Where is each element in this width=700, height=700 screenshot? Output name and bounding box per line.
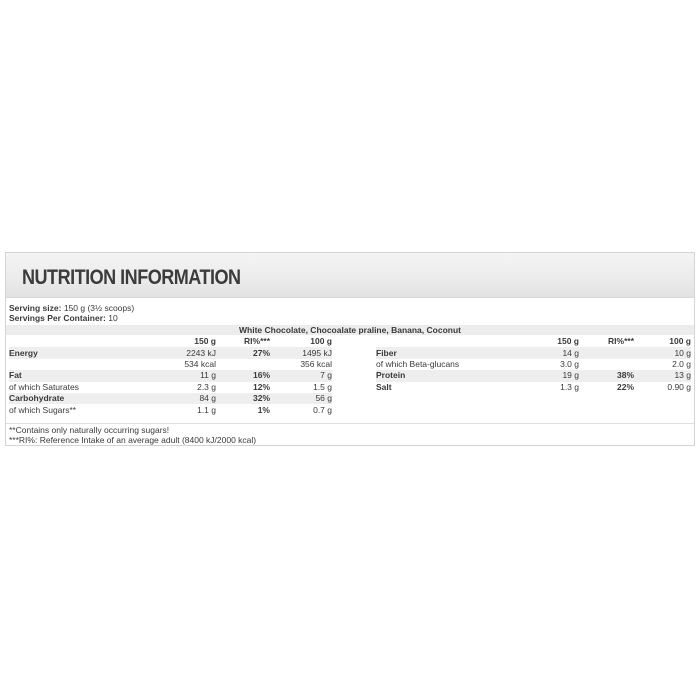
page-title: NUTRITION INFORMATION — [22, 266, 241, 289]
row-label: Fiber — [376, 347, 498, 358]
value-100g: 1495 kJ — [270, 347, 332, 358]
row-label: Carbohydrate — [9, 393, 137, 404]
table-row — [376, 359, 691, 370]
header-cell: 150 g — [194, 336, 216, 347]
value-100g: 56 g — [270, 393, 332, 404]
footer-divider — [6, 423, 694, 424]
table-row — [9, 347, 332, 358]
value-150g: 2.3 g — [197, 381, 216, 392]
header-cell: RI%*** — [244, 336, 270, 347]
row-label: of which Saturates — [9, 381, 79, 392]
table-header-row — [9, 336, 332, 347]
table-row — [9, 359, 332, 370]
flavour-banner: White Chocolate, Chocoalate praline, Banana, Coconut — [6, 325, 694, 335]
header-cell — [376, 336, 498, 347]
table-row — [376, 347, 691, 358]
header-cell: 100 g — [310, 336, 332, 347]
ri-percent — [579, 359, 634, 370]
header-cell: RI%*** — [608, 336, 634, 347]
servings-per-container-label: Servings Per Container: — [9, 313, 106, 323]
value-100g: 2.0 g — [672, 358, 691, 369]
footnote-sugars: **Contains only naturally occurring sugars! — [9, 425, 170, 435]
row-label: of which Beta-glucans — [376, 358, 460, 369]
ri-percent: 16% — [216, 370, 270, 381]
ri-percent: 22% — [616, 381, 634, 392]
value-150g: 14 g — [498, 347, 579, 358]
serving-size-value: 150 g (3½ scoops) — [63, 303, 135, 313]
row-label: Energy — [9, 347, 137, 358]
value-150g: 1.1 g — [197, 404, 216, 415]
ri-percent: 32% — [216, 393, 270, 404]
table-row — [9, 393, 332, 404]
table-row — [9, 404, 332, 415]
ri-percent: 12% — [252, 381, 270, 392]
footnote-ri: ***RI%: Reference Intake of an average adult (8400 kJ/2000 kcal) — [9, 435, 257, 445]
value-150g: 19 g — [498, 370, 579, 381]
table-row — [376, 382, 691, 393]
ri-percent: 38% — [579, 370, 634, 381]
value-100g: 0.7 g — [313, 404, 332, 415]
value-150g: 84 g — [137, 393, 216, 404]
nutrition-table-right — [376, 336, 691, 393]
header-cell — [9, 336, 137, 347]
value-150g: 11 g — [137, 370, 216, 381]
row-label — [9, 359, 137, 370]
ri-percent: 27% — [216, 347, 270, 358]
row-label: Salt — [376, 381, 392, 392]
nutrition-panel — [5, 252, 695, 446]
table-row — [9, 370, 332, 381]
value-100g: 1.5 g — [313, 381, 332, 392]
servings-per-container-line — [9, 313, 118, 324]
value-100g: 10 g — [634, 347, 691, 358]
panel-header — [6, 253, 694, 298]
nutrition-table-left — [9, 336, 332, 416]
value-100g: 7 g — [270, 370, 332, 381]
value-100g: 13 g — [634, 370, 691, 381]
servings-per-container-value: 10 — [108, 313, 118, 323]
value-100g: 0.90 g — [667, 381, 691, 392]
value-150g: 3.0 g — [560, 358, 579, 369]
ri-percent — [216, 359, 270, 370]
value-150g: 534 kcal — [184, 358, 216, 369]
header-cell: 100 g — [669, 336, 691, 347]
serving-size-label: Serving size: — [9, 303, 62, 313]
row-label: of which Sugars** — [9, 404, 77, 415]
ri-percent — [579, 347, 634, 358]
table-row — [9, 382, 332, 393]
row-label: Protein — [376, 370, 498, 381]
value-100g: 356 kcal — [300, 358, 332, 369]
value-150g: 1.3 g — [560, 381, 579, 392]
row-label: Fat — [9, 370, 137, 381]
ri-percent: 1% — [257, 404, 270, 415]
header-cell: 150 g — [557, 336, 579, 347]
value-150g: 2243 kJ — [137, 347, 216, 358]
table-header-row — [376, 336, 691, 347]
table-row — [376, 370, 691, 381]
